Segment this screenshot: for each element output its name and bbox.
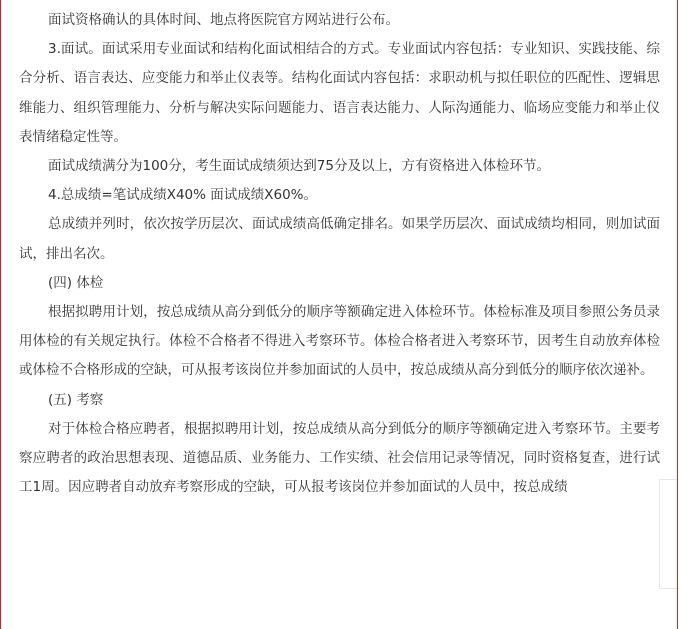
paragraph-total-score-formula: 4.总成绩=笔试成绩X40% 面试成绩X60%。	[48, 187, 317, 204]
paragraph-interview-method: 3.面试。面试采用专业面试和结构化面试相结合的方式。专业面试内容包括：专业知识、实践技能、综合分析、语言表达、应变能力和举止仪表等。结构化面试内容包括：求职动机与拟任职位的匹配性、逻辑思维能力、组织管理能力、分析与解决实际问题能力、语言表达能力、人际沟通能力、临场应变能力和举止仪表情绪稳定性等。	[19, 41, 660, 145]
paragraph-inspection: 对于体检合格应聘者，根据拟聘用计划，按总成绩从高分到低分的顺序等额确定进入考察环节。主要考察应聘者的政治思想表现、道德品质、业务能力、工作实绩、社会信用记录等情况，同时资格复查，进行试工1周。因应聘者自动放弃考察形成的空缺，可从报考该岗位并参加面试的人员中，按总成绩	[19, 420, 660, 496]
section-heading-inspection: (五) 考察	[48, 391, 104, 408]
paragraph-interview-qualification-notice: 面试资格确认的具体时间、地点将医院官方网站进行公布。	[48, 12, 399, 28]
article-body	[19, 6, 660, 502]
paragraph-physical-exam: 根据拟聘用计划，按总成绩从高分到低分的顺序等额确定进入体检环节。体检标准及项目参照公务员录用体检的有关规定执行。体检不合格者不得进入考察环节。体检合格者进入考察环节，因考生自动放弃体检或体检不合格形成的空缺，可从报考该岗位并参加面试的人员中，按总成绩从高分到低分的顺序依次递补。	[19, 304, 660, 379]
paragraph-interview-score: 面试成绩满分为100分，考生面试成绩须达到75分及以上，方有资格进入体检环节。	[48, 158, 550, 175]
section-heading-physical-exam: (四) 体检	[48, 274, 104, 291]
right-border-line	[677, 0, 678, 629]
paragraph-tie-break-rule: 总成绩并列时，依次按学历层次、面试成绩高低确定排名。如果学历层次、面试成绩均相同，则加试面试，排出名次。	[19, 216, 660, 262]
left-border-line	[0, 0, 1, 629]
side-floating-tab[interactable]	[659, 479, 677, 589]
